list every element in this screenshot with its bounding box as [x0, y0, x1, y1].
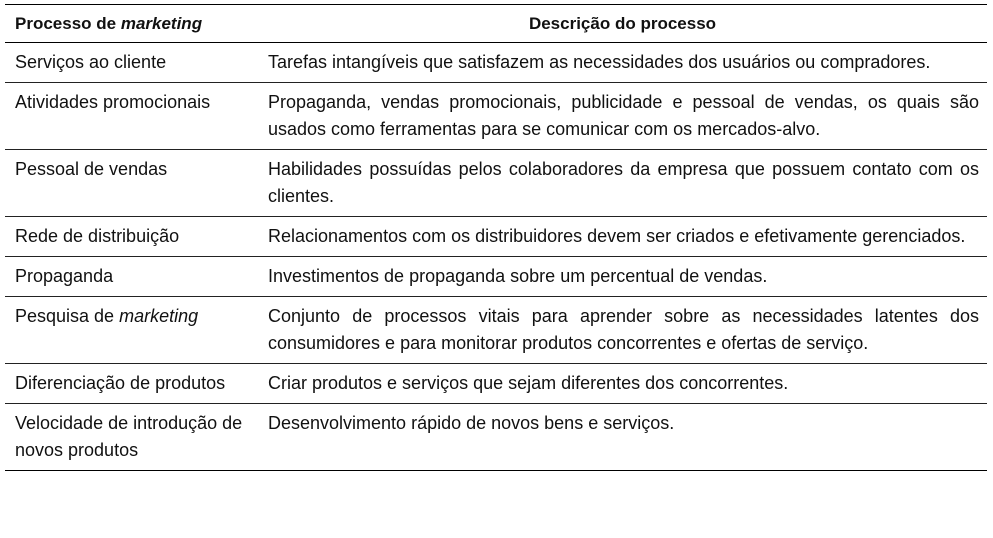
process-cell: Serviços ao cliente	[5, 43, 258, 83]
marketing-process-table	[5, 4, 987, 471]
table-body	[5, 43, 987, 471]
process-cell: Velocidade de introdução de novos produtos	[5, 404, 258, 471]
table-row	[5, 43, 987, 83]
description-cell: Investimentos de propaganda sobre um percentual de vendas.	[258, 257, 987, 297]
description-cell: Desenvolvimento rápido de novos bens e serviços.	[258, 404, 987, 471]
process-italic: marketing	[119, 306, 199, 326]
process-cell: Pessoal de vendas	[5, 150, 258, 217]
table-row	[5, 150, 987, 217]
description-cell: Relacionamentos com os distribuidores devem ser criados e efetivamente gerenciados.	[258, 217, 987, 257]
description-cell: Conjunto de processos vitais para aprender sobre as necessidades latentes dos consumidores e para monitorar produtos concorrentes e ofertas de serviço.	[258, 297, 987, 364]
process-cell: Atividades promocionais	[5, 83, 258, 150]
header-description: Descrição do processo	[258, 5, 987, 43]
description-cell: Habilidades possuídas pelos colaboradores da empresa que possuem contato com os clientes.	[258, 150, 987, 217]
header-row	[5, 5, 987, 43]
table-row	[5, 404, 987, 471]
description-cell: Criar produtos e serviços que sejam diferentes dos concorrentes.	[258, 364, 987, 404]
header-process-prefix: Processo de	[15, 13, 121, 33]
table-row	[5, 297, 987, 364]
table-row	[5, 364, 987, 404]
header-process	[5, 5, 258, 43]
process-cell	[5, 297, 258, 364]
table-row	[5, 257, 987, 297]
description-cell: Propaganda, vendas promocionais, publicidade e pessoal de vendas, os quais são usados como ferramentas para se comunicar com os mercados-alvo.	[258, 83, 987, 150]
description-cell: Tarefas intangíveis que satisfazem as necessidades dos usuários ou compradores.	[258, 43, 987, 83]
process-prefix: Pesquisa de	[15, 306, 120, 326]
table-header	[5, 5, 987, 43]
process-cell: Diferenciação de produtos	[5, 364, 258, 404]
marketing-process-table-container	[5, 4, 987, 471]
table-row	[5, 83, 987, 150]
table-row	[5, 217, 987, 257]
process-cell: Rede de distribuição	[5, 217, 258, 257]
process-cell: Propaganda	[5, 257, 258, 297]
header-process-italic: marketing	[120, 13, 203, 33]
